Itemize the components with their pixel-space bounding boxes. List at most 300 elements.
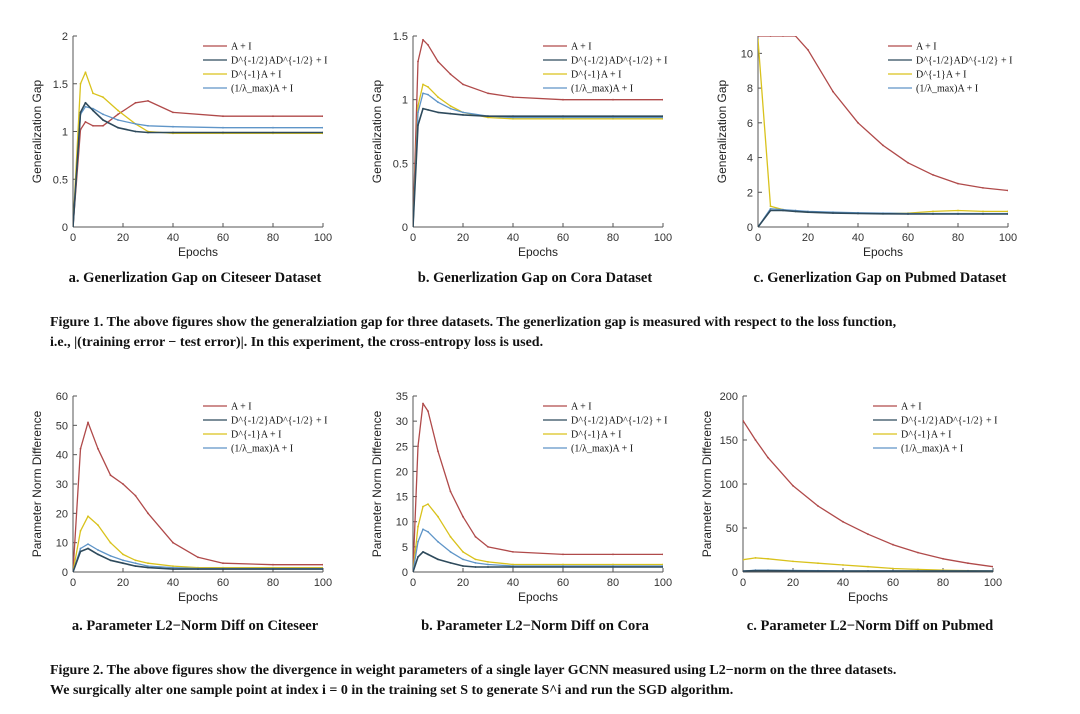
series-point — [882, 145, 884, 147]
series-point — [562, 99, 564, 101]
y-tick-label: 10 — [395, 516, 408, 529]
series-point — [795, 35, 797, 37]
legend-label-1: D^{-1/2}AD^{-1/2} + I — [916, 55, 1013, 67]
series-point — [417, 541, 419, 543]
y-tick-label: 0 — [746, 222, 753, 234]
series-point — [967, 570, 969, 572]
series-point — [427, 94, 429, 96]
x-tick-label: 60 — [216, 232, 230, 244]
chart-citeseer-gap — [25, 28, 335, 263]
figure-2-caption — [50, 661, 1050, 701]
x-tick-label: 0 — [409, 232, 417, 244]
series-point — [767, 558, 769, 560]
series-point — [422, 108, 424, 110]
series-point — [450, 105, 452, 107]
series-point — [612, 566, 614, 568]
series-point — [462, 84, 464, 86]
series-point — [612, 115, 614, 117]
series-point — [135, 102, 137, 104]
y-tick-label: 5 — [401, 541, 408, 554]
series-point — [437, 541, 439, 543]
series-point — [742, 420, 744, 422]
series-point — [422, 506, 424, 508]
series-point — [97, 549, 99, 551]
x-axis-label: Epochs — [847, 590, 889, 604]
series-point — [117, 127, 119, 129]
y-tick-label: 100 — [719, 479, 738, 491]
series-point — [222, 127, 224, 129]
x-tick-label: 100 — [653, 232, 673, 244]
series-line-2 — [73, 69, 323, 227]
y-tick-label: 1 — [401, 94, 408, 107]
series-point — [857, 122, 859, 124]
series-point — [437, 112, 439, 114]
series-point — [135, 565, 137, 567]
series-point — [87, 422, 89, 424]
series-point — [475, 562, 477, 564]
series-point — [80, 551, 82, 553]
x-tick-label: 100 — [653, 577, 673, 589]
series-point — [197, 556, 199, 558]
series-point — [450, 73, 452, 75]
legend — [873, 402, 997, 455]
y-tick-label: 50 — [725, 523, 738, 535]
x-tick-label: 0 — [69, 577, 77, 589]
x-tick-label: 80 — [951, 232, 965, 244]
series-point — [72, 226, 74, 228]
series-point — [122, 559, 124, 561]
series-point — [135, 131, 137, 133]
series-point — [437, 61, 439, 63]
series-point — [272, 568, 274, 570]
series-point — [782, 35, 784, 37]
chart-panel-cora-gap — [365, 28, 673, 278]
x-tick-label: 80 — [606, 232, 620, 244]
series-point — [147, 132, 149, 134]
y-tick-label: 8 — [746, 83, 753, 96]
series-point — [462, 551, 464, 553]
y-axis-label: Parameter Norm Difference — [370, 410, 384, 558]
legend-label-3: (1/λ_max)A + I — [571, 443, 634, 455]
series-point — [662, 115, 664, 117]
series-point — [932, 211, 934, 213]
series-point — [172, 542, 174, 544]
series-point — [982, 187, 984, 189]
x-axis-label: Epochs — [177, 590, 219, 604]
series-point — [807, 211, 809, 213]
series-point — [110, 555, 112, 557]
series-group — [412, 39, 664, 228]
x-tick-label: 100 — [983, 577, 1003, 589]
series-point — [450, 491, 452, 493]
series-point — [272, 115, 274, 117]
series-point — [102, 119, 104, 121]
x-tick-label: 80 — [266, 232, 280, 244]
series-point — [437, 450, 439, 452]
series-point — [87, 548, 89, 550]
series-point — [422, 551, 424, 553]
series-point — [92, 92, 94, 94]
series-point — [92, 110, 94, 112]
series-group — [72, 71, 324, 228]
series-point — [172, 568, 174, 570]
series-point — [967, 562, 969, 564]
series-point — [272, 132, 274, 134]
series-point — [87, 543, 89, 545]
series-point — [842, 570, 844, 572]
x-tick-label: 60 — [886, 577, 900, 589]
legend-label-1: D^{-1/2}AD^{-1/2} + I — [901, 415, 998, 427]
series-point — [462, 114, 464, 116]
series-point — [770, 205, 772, 207]
panel-title-cora-gap: b. Generlization Gap on Cora Dataset — [417, 270, 653, 286]
series-point — [117, 113, 119, 115]
series-point — [932, 213, 934, 215]
series-point — [322, 115, 324, 117]
y-tick-label: 4 — [746, 152, 753, 165]
series-line-2 — [413, 504, 663, 572]
x-tick-label: 60 — [901, 232, 915, 244]
series-point — [562, 115, 564, 117]
series-point — [422, 403, 424, 405]
series-point — [770, 35, 772, 37]
series-point — [172, 126, 174, 128]
series-point — [97, 524, 99, 526]
y-tick-label: 30 — [395, 416, 408, 429]
series-point — [992, 570, 994, 572]
series-point — [85, 106, 87, 108]
y-axis-label: Parameter Norm Difference — [700, 410, 714, 558]
series-point — [755, 557, 757, 559]
series-point — [512, 551, 514, 553]
legend-label-0: A + I — [231, 401, 252, 413]
y-tick-label: 10 — [740, 48, 753, 61]
series-point — [85, 102, 87, 104]
x-tick-label: 40 — [166, 577, 180, 589]
y-tick-label: 0.5 — [392, 158, 408, 171]
series-point — [842, 564, 844, 566]
series-point — [72, 571, 74, 573]
series-point — [867, 533, 869, 535]
x-tick-label: 20 — [116, 577, 130, 589]
series-point — [907, 213, 909, 215]
series-point — [437, 559, 439, 561]
chart-panel-citeseer-gap — [25, 28, 333, 278]
y-tick-label: 0 — [61, 567, 68, 579]
series-line-2 — [743, 558, 993, 571]
series-point — [992, 566, 994, 568]
series-point — [147, 100, 149, 102]
series-point — [755, 439, 757, 441]
x-tick-label: 60 — [216, 577, 230, 589]
series-point — [117, 110, 119, 112]
figure-1-caption — [50, 313, 1050, 353]
series-point — [92, 125, 94, 127]
x-tick-label: 20 — [116, 232, 130, 244]
legend-label-2: D^{-1}A + I — [231, 69, 282, 81]
series-point — [117, 119, 119, 121]
series-point — [957, 210, 959, 212]
series-point — [757, 226, 759, 228]
series-point — [222, 562, 224, 564]
x-tick-label: 60 — [556, 232, 570, 244]
series-point — [450, 536, 452, 538]
series-point — [512, 96, 514, 98]
series-point — [882, 213, 884, 215]
series-point — [832, 91, 834, 93]
y-axis-label: Generalization Gap — [370, 79, 384, 184]
y-tick-label: 20 — [395, 466, 408, 479]
series-point — [892, 570, 894, 572]
panel-title-citeseer-gap: a. Generlization Gap on Citeseer Dataset — [68, 270, 322, 286]
x-tick-label: 20 — [456, 577, 470, 589]
chart-pubmed-gap — [710, 28, 1020, 263]
series-point — [85, 71, 87, 73]
panel-title-pubmed-gap: c. Generlization Gap on Pubmed Dataset — [753, 270, 1007, 286]
y-tick-label: 200 — [719, 391, 738, 403]
series-point — [487, 92, 489, 94]
series-point — [417, 124, 419, 126]
series-point — [450, 113, 452, 115]
series-point — [767, 570, 769, 572]
x-axis-label: Epochs — [517, 590, 559, 604]
series-point — [417, 526, 419, 528]
series-point — [422, 528, 424, 530]
series-point — [1007, 190, 1009, 192]
series-point — [782, 210, 784, 212]
series-point — [147, 567, 149, 569]
legend-label-2: D^{-1}A + I — [571, 429, 622, 441]
series-point — [770, 210, 772, 212]
series-point — [147, 562, 149, 564]
series-point — [487, 561, 489, 563]
y-tick-label: 0 — [731, 567, 738, 579]
legend-label-0: A + I — [571, 41, 592, 53]
series-line-0 — [413, 40, 663, 227]
series-point — [422, 39, 424, 41]
chart-panel-citeseer-norm — [25, 388, 333, 638]
series-point — [135, 123, 137, 125]
chart-citeseer-norm — [25, 388, 335, 608]
series-point — [427, 44, 429, 46]
legend-label-2: D^{-1}A + I — [901, 429, 952, 441]
series-point — [662, 566, 664, 568]
x-tick-label: 100 — [313, 577, 333, 589]
figure-2-caption-line1: Figure 2. The above figures show the divergence in weight parameters of a single layer GCNN measured using L2−norm on the three datasets. — [50, 663, 897, 678]
series-point — [512, 566, 514, 568]
y-tick-label: 35 — [395, 391, 408, 403]
legend-label-2: D^{-1}A + I — [916, 69, 967, 81]
legend-label-0: A + I — [571, 401, 592, 413]
series-point — [807, 49, 809, 51]
series-point — [80, 83, 82, 85]
series-point — [417, 105, 419, 107]
series-point — [102, 96, 104, 98]
legend-label-1: D^{-1/2}AD^{-1/2} + I — [571, 55, 668, 67]
legend-label-0: A + I — [901, 401, 922, 413]
series-point — [817, 570, 819, 572]
panel-title-cora-norm: b. Parameter L2−Norm Diff on Cora — [421, 618, 649, 634]
series-point — [97, 554, 99, 556]
series-point — [742, 570, 744, 572]
legend-label-0: A + I — [231, 41, 252, 53]
legend-label-1: D^{-1/2}AD^{-1/2} + I — [231, 415, 328, 427]
series-point — [487, 115, 489, 117]
y-axis-label: Parameter Norm Difference — [30, 410, 44, 558]
series-point — [562, 554, 564, 556]
series-point — [562, 566, 564, 568]
series-point — [832, 212, 834, 214]
series-point — [87, 515, 89, 517]
series-point — [982, 213, 984, 215]
series-point — [80, 448, 82, 450]
series-point — [487, 564, 489, 566]
legend — [543, 42, 667, 95]
series-point — [272, 127, 274, 129]
series-point — [767, 457, 769, 459]
legend — [543, 402, 667, 455]
series-point — [475, 566, 477, 568]
legend-label-1: D^{-1/2}AD^{-1/2} + I — [231, 55, 328, 67]
series-point — [942, 558, 944, 560]
series-point — [487, 566, 489, 568]
x-tick-label: 60 — [556, 577, 570, 589]
series-point — [122, 562, 124, 564]
series-point — [792, 485, 794, 487]
series-point — [422, 84, 424, 86]
series-point — [322, 564, 324, 566]
series-point — [462, 559, 464, 561]
legend — [888, 42, 1012, 95]
chart-panel-pubmed-norm — [695, 388, 1003, 638]
series-point — [135, 495, 137, 497]
series-point — [932, 174, 934, 176]
chart-cora-norm — [365, 388, 675, 608]
series-point — [795, 211, 797, 213]
figure-1-caption-line2: i.e., |(training error − test error)|. In this experiment, the cross-entropy loss is used. — [50, 335, 544, 350]
x-tick-label: 80 — [266, 577, 280, 589]
series-point — [662, 554, 664, 556]
series-point — [842, 521, 844, 523]
y-tick-label: 30 — [55, 479, 68, 491]
series-line-1 — [73, 103, 323, 227]
series-point — [757, 39, 759, 41]
series-point — [662, 99, 664, 101]
x-tick-label: 40 — [836, 577, 850, 589]
legend — [203, 42, 327, 95]
chart-panel-pubmed-gap — [710, 28, 1018, 278]
y-tick-label: 40 — [55, 449, 68, 462]
x-tick-label: 100 — [313, 232, 333, 244]
series-point — [417, 445, 419, 447]
x-axis-label: Epochs — [862, 245, 904, 259]
figure-1-caption-line1: Figure 1. The above figures show the generalziation gap for three datasets. The generlization gap is measured with respect to the loss function, — [50, 315, 897, 330]
series-point — [742, 559, 744, 561]
series-point — [417, 556, 419, 558]
x-tick-label: 0 — [69, 232, 77, 244]
y-tick-label: 1.5 — [392, 31, 408, 43]
series-point — [172, 132, 174, 134]
series-point — [982, 211, 984, 213]
series-point — [942, 570, 944, 572]
series-point — [755, 570, 757, 572]
series-point — [427, 531, 429, 533]
y-tick-label: 15 — [395, 491, 408, 504]
y-tick-label: 2 — [61, 31, 68, 43]
legend-label-0: A + I — [916, 41, 937, 53]
series-point — [817, 562, 819, 564]
series-point — [475, 536, 477, 538]
series-point — [427, 503, 429, 505]
x-tick-label: 20 — [456, 232, 470, 244]
series-point — [122, 483, 124, 485]
x-tick-label: 40 — [851, 232, 865, 244]
series-point — [770, 208, 772, 210]
series-point — [102, 113, 104, 115]
series-point — [462, 112, 464, 114]
series-point — [427, 410, 429, 412]
series-point — [102, 125, 104, 127]
series-point — [792, 570, 794, 572]
series-point — [80, 112, 82, 114]
y-tick-label: 0.5 — [52, 174, 68, 187]
series-point — [792, 561, 794, 563]
series-point — [322, 568, 324, 570]
legend-label-3: (1/λ_max)A + I — [231, 83, 294, 95]
series-point — [1007, 211, 1009, 213]
series-point — [417, 112, 419, 114]
chart-panel-cora-norm — [365, 388, 673, 638]
x-axis-label: Epochs — [177, 245, 219, 259]
series-point — [437, 96, 439, 98]
series-point — [892, 544, 894, 546]
series-point — [147, 512, 149, 514]
series-point — [867, 566, 869, 568]
series-point — [957, 213, 959, 215]
series-point — [857, 213, 859, 215]
y-tick-label: 0 — [61, 222, 68, 234]
y-tick-label: 150 — [719, 435, 738, 447]
chart-cora-gap — [365, 28, 675, 263]
series-point — [907, 162, 909, 164]
series-point — [412, 226, 414, 228]
series-point — [135, 562, 137, 564]
y-tick-label: 1.5 — [52, 78, 68, 91]
legend-label-3: (1/λ_max)A + I — [571, 83, 634, 95]
y-tick-label: 10 — [55, 537, 68, 550]
x-tick-label: 0 — [754, 232, 762, 244]
y-tick-label: 50 — [55, 420, 68, 433]
series-point — [122, 554, 124, 556]
chart-pubmed-norm — [695, 388, 1005, 608]
series-point — [450, 108, 452, 110]
series-point — [917, 570, 919, 572]
panel-title-citeseer-norm: a. Parameter L2−Norm Diff on Citeseer — [71, 618, 319, 634]
series-point — [272, 564, 274, 566]
series-point — [222, 568, 224, 570]
series-group — [412, 403, 664, 573]
panel-title-pubmed-norm: c. Parameter L2−Norm Diff on Pubmed — [746, 618, 994, 634]
series-point — [437, 101, 439, 103]
x-tick-label: 80 — [936, 577, 950, 589]
legend-label-3: (1/λ_max)A + I — [231, 443, 294, 455]
y-axis-label: Generalization Gap — [715, 79, 729, 184]
series-line-0 — [743, 421, 993, 567]
series-line-2 — [73, 516, 323, 572]
series-point — [222, 132, 224, 134]
series-point — [462, 565, 464, 567]
series-point — [427, 86, 429, 88]
